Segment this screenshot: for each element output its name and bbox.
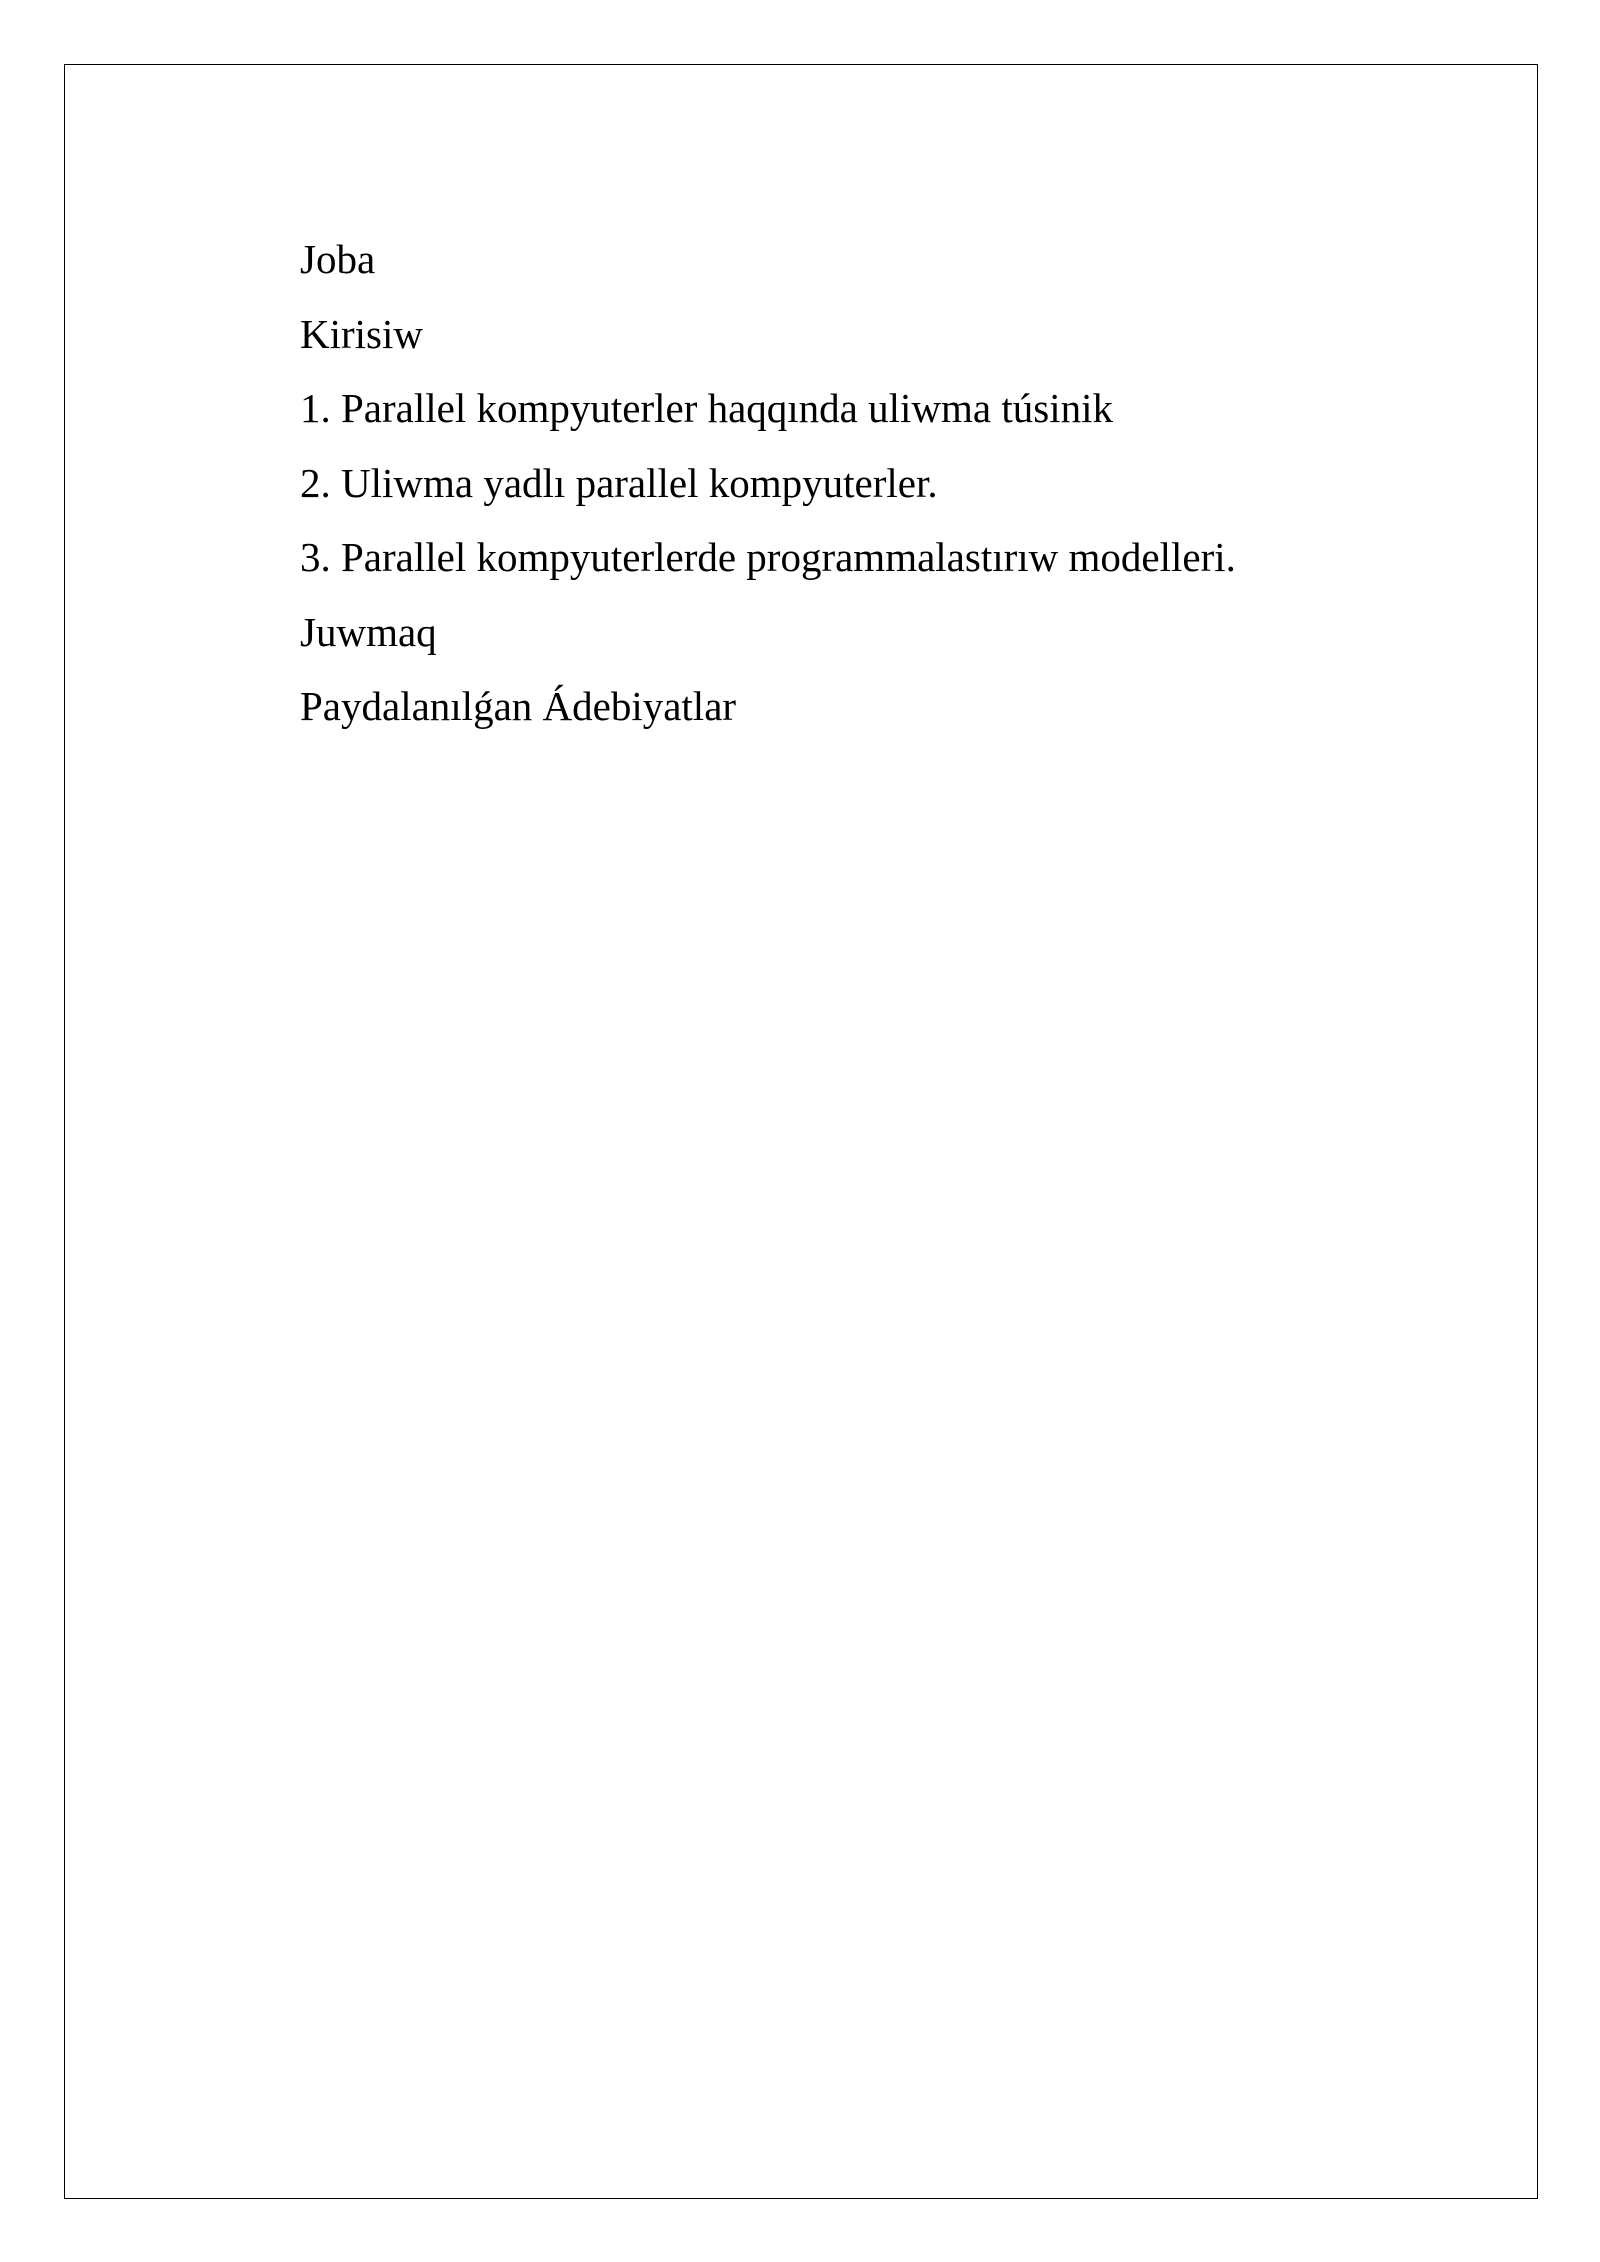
toc-item-references: Paydalanılǵan Ádebiyatlar bbox=[300, 683, 737, 729]
toc-item-conclusion: Juwmaq bbox=[300, 608, 437, 655]
toc-item-introduction: Kirisiw bbox=[300, 310, 423, 357]
toc-heading: Joba bbox=[300, 236, 376, 282]
toc-item-section-2: 2. Uliwma yadlı parallel kompyuterler. bbox=[300, 459, 938, 506]
table-of-contents bbox=[300, 222, 1236, 744]
toc-item-section-3: 3. Parallel kompyuterlerde programmalastırıw modelleri. bbox=[300, 534, 1236, 580]
toc-item-section-1: 1. Parallel kompyuterler haqqında uliwma túsinik bbox=[300, 385, 1113, 431]
